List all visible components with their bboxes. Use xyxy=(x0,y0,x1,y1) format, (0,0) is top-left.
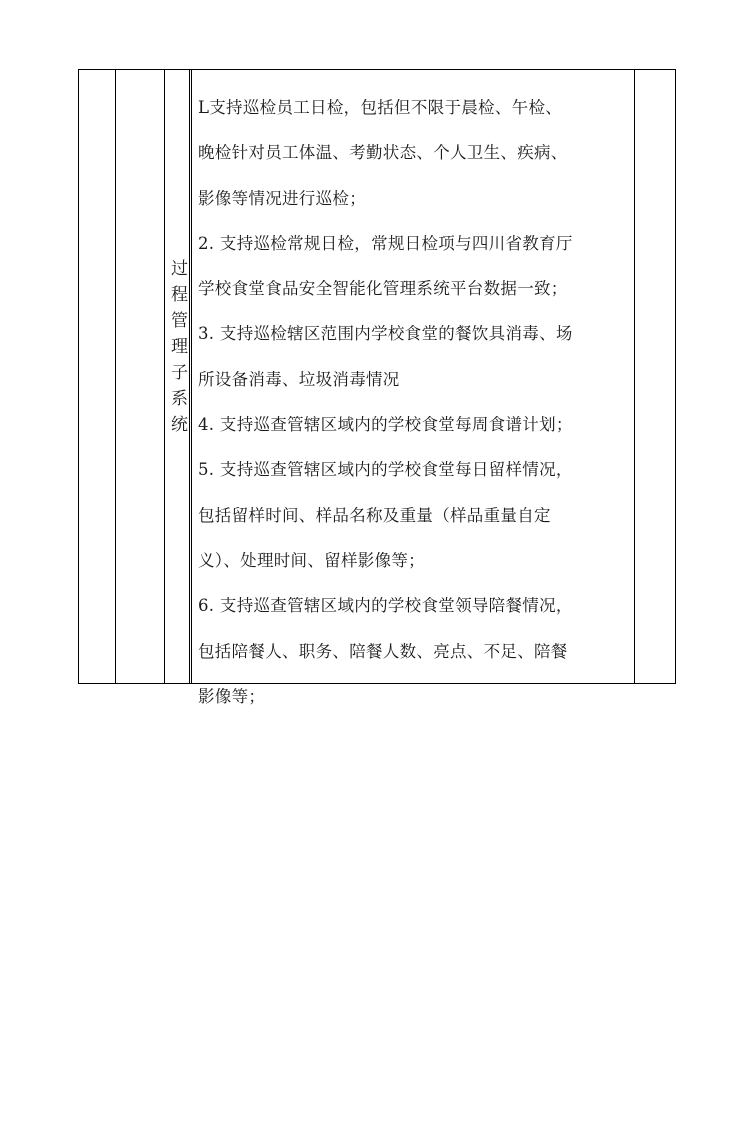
content-line: 影像等情况进行巡检； xyxy=(198,188,366,208)
content-line: 晚检针对员工体温、考勤状态、个人卫生、疾病、 xyxy=(198,143,568,163)
category-char: 管 xyxy=(171,311,188,331)
category-char: 系 xyxy=(171,389,188,409)
content-line: 包括留样时间、样品名称及重量（样品重量自定 xyxy=(198,505,551,525)
category-char: 理 xyxy=(171,337,188,357)
content-line: 包括陪餐人、职务、陪餐人数、亮点、不足、陪餐 xyxy=(198,641,568,661)
content-line: L支持巡检员工日检，包括但不限于晨检、午检、 xyxy=(198,98,563,117)
category-char: 程 xyxy=(171,285,188,305)
requirements-table xyxy=(78,69,676,706)
content-line: 2. 支持巡检常规日检，常规日检项与四川省教育厅 xyxy=(198,233,573,253)
category-cell-process-management-subsystem xyxy=(167,256,192,438)
content-line: 影像等； xyxy=(198,686,266,706)
category-char: 统 xyxy=(171,415,188,435)
content-line: 学校食堂食品安全智能化管理系统平台数据一致； xyxy=(198,279,568,299)
column-divider-4 xyxy=(634,70,635,683)
column-divider-2 xyxy=(164,70,165,683)
content-line: 所设备消毒、垃圾消毒情况 xyxy=(198,369,400,389)
content-line: 义）、处理时间、留样影像等； xyxy=(198,550,425,570)
column-divider-1 xyxy=(115,70,116,683)
category-char: 子 xyxy=(171,363,188,383)
category-char: 过 xyxy=(171,259,188,279)
content-line: 6. 支持巡查管辖区域内的学校食堂领导陪餐情况， xyxy=(198,596,573,616)
requirement-content-cell xyxy=(198,85,628,719)
content-line: 5. 支持巡查管辖区域内的学校食堂每日留样情况， xyxy=(198,460,573,480)
content-line: 4. 支持巡查管辖区域内的学校食堂每周食谱计划； xyxy=(198,415,573,435)
content-line: 3. 支持巡检辖区范围内学校食堂的餐饮具消毒、场 xyxy=(198,324,573,344)
